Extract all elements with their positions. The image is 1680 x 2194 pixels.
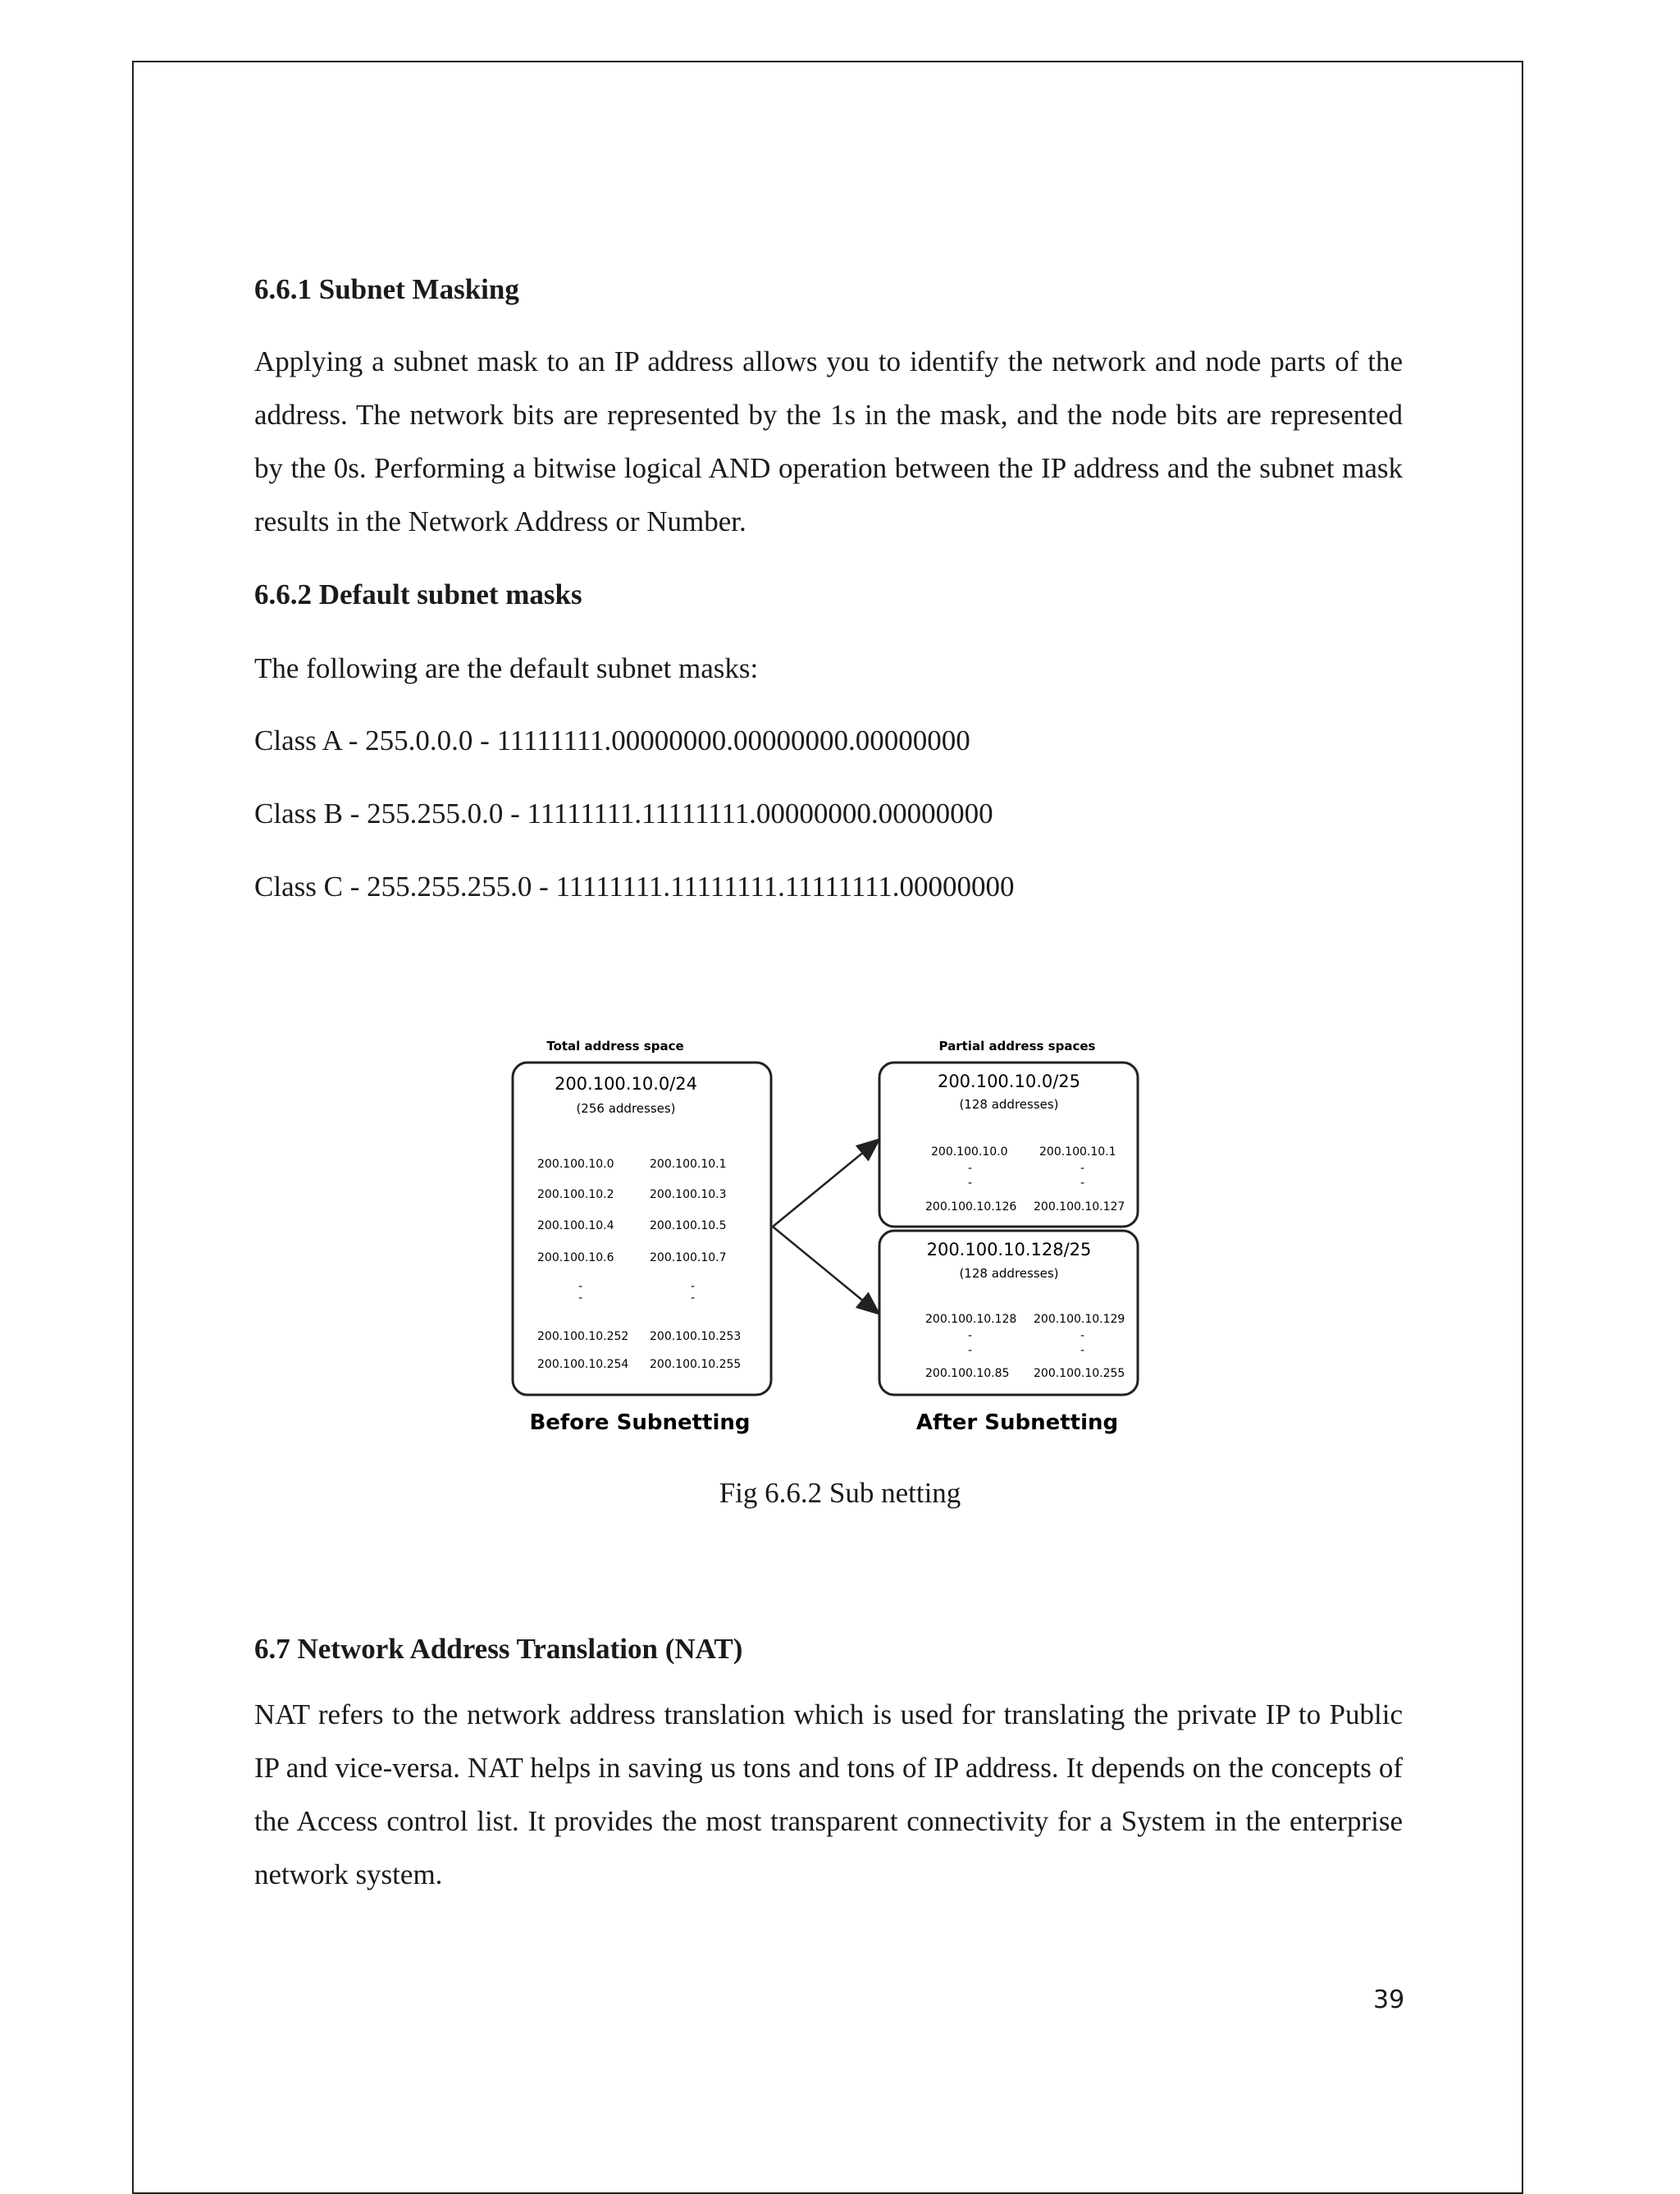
- heading-default-subnet-masks: 6.6.2 Default subnet masks: [254, 578, 582, 610]
- before-addr: 200.100.10.253: [650, 1330, 742, 1343]
- mask-class-a: Class A - 255.0.0.0 - 11111111.00000000.00000000.00000000: [254, 724, 970, 756]
- subnetting-figure: [509, 1026, 1148, 1436]
- before-label: Before Subnetting: [529, 1410, 751, 1435]
- default-masks-intro: The following are the default subnet masks:: [254, 652, 759, 684]
- heading-nat: 6.7 Network Address Translation (NAT): [254, 1633, 743, 1665]
- before-addr: 200.100.10.255: [650, 1358, 742, 1371]
- mask-class-b: Class B - 255.255.0.0 - 11111111.11111111.00000000.00000000: [254, 798, 993, 830]
- ellipsis: -: [968, 1329, 973, 1342]
- before-addr: 200.100.10.4: [537, 1219, 614, 1232]
- heading-subnet-masking: 6.6.1 Subnet Masking: [254, 273, 519, 305]
- subnet-2-addr: 200.100.10.85: [925, 1367, 1010, 1380]
- ellipsis: -: [578, 1291, 583, 1305]
- after-header: Partial address spaces: [938, 1039, 1096, 1054]
- before-addr: 200.100.10.7: [650, 1251, 727, 1264]
- subnet-1-addr: 200.100.10.1: [1039, 1145, 1116, 1159]
- ellipsis: -: [1080, 1162, 1085, 1175]
- before-header: Total address space: [546, 1039, 684, 1054]
- subnet-2-addr: 200.100.10.129: [1034, 1313, 1125, 1326]
- subnet-1-addr: 200.100.10.127: [1034, 1200, 1125, 1214]
- subnet-2-addr: 200.100.10.128: [925, 1313, 1017, 1326]
- before-count: (256 addresses): [576, 1101, 676, 1116]
- subnet-1-network: 200.100.10.0/25: [937, 1072, 1081, 1091]
- before-addr: 200.100.10.1: [650, 1158, 727, 1171]
- ellipsis: -: [691, 1280, 696, 1293]
- arrow-to-subnet-1: [773, 1140, 878, 1227]
- ellipsis: -: [578, 1280, 583, 1293]
- ellipsis: -: [1080, 1177, 1085, 1190]
- paragraph-nat: NAT refers to the network address translation which is used for translating the private IP to Public IP and vice-versa. NAT helps in saving us tons and tons of IP address. It depends on the concepts of the Access control list. It provides the most transparent connectivity for a System in the enterprise network system.: [254, 1698, 1403, 1890]
- before-addr: 200.100.10.254: [537, 1358, 629, 1371]
- ellipsis: -: [968, 1162, 973, 1175]
- subnet-1-count: (128 addresses): [959, 1097, 1059, 1112]
- subnet-2-count: (128 addresses): [959, 1266, 1059, 1281]
- before-addr: 200.100.10.5: [650, 1219, 727, 1232]
- page-number: 39: [1373, 1986, 1405, 2014]
- before-addr: 200.100.10.3: [650, 1188, 727, 1201]
- subnet-1-addr: 200.100.10.0: [931, 1145, 1008, 1159]
- before-network: 200.100.10.0/24: [554, 1074, 698, 1094]
- after-label: After Subnetting: [915, 1410, 1119, 1435]
- before-addr: 200.100.10.0: [537, 1158, 614, 1171]
- ellipsis: -: [1080, 1329, 1085, 1342]
- subnet-1-addr: 200.100.10.126: [925, 1200, 1017, 1214]
- paragraph-subnet-masking: Applying a subnet mask to an IP address allows you to identify the network and node parts of the address. The network bits are represented by the 1s in the mask, and the node bits are represented by the 0s. Performing a bitwise logical AND operation between the IP address and the subnet mask results in the Network Address or Number.: [254, 345, 1403, 537]
- ellipsis: -: [968, 1344, 973, 1357]
- ellipsis: -: [968, 1177, 973, 1190]
- before-addr: 200.100.10.2: [537, 1188, 614, 1201]
- mask-class-c: Class C - 255.255.255.0 - 11111111.11111111.11111111.00000000: [254, 871, 1015, 903]
- before-addr: 200.100.10.6: [537, 1251, 614, 1264]
- subnet-2-network: 200.100.10.128/25: [926, 1240, 1092, 1259]
- arrow-to-subnet-2: [773, 1227, 878, 1313]
- ellipsis: -: [1080, 1344, 1085, 1357]
- figure-caption: Fig 6.6.2 Sub netting: [719, 1477, 961, 1509]
- before-addr: 200.100.10.252: [537, 1330, 629, 1343]
- ellipsis: -: [691, 1291, 696, 1305]
- subnet-2-addr: 200.100.10.255: [1034, 1367, 1125, 1380]
